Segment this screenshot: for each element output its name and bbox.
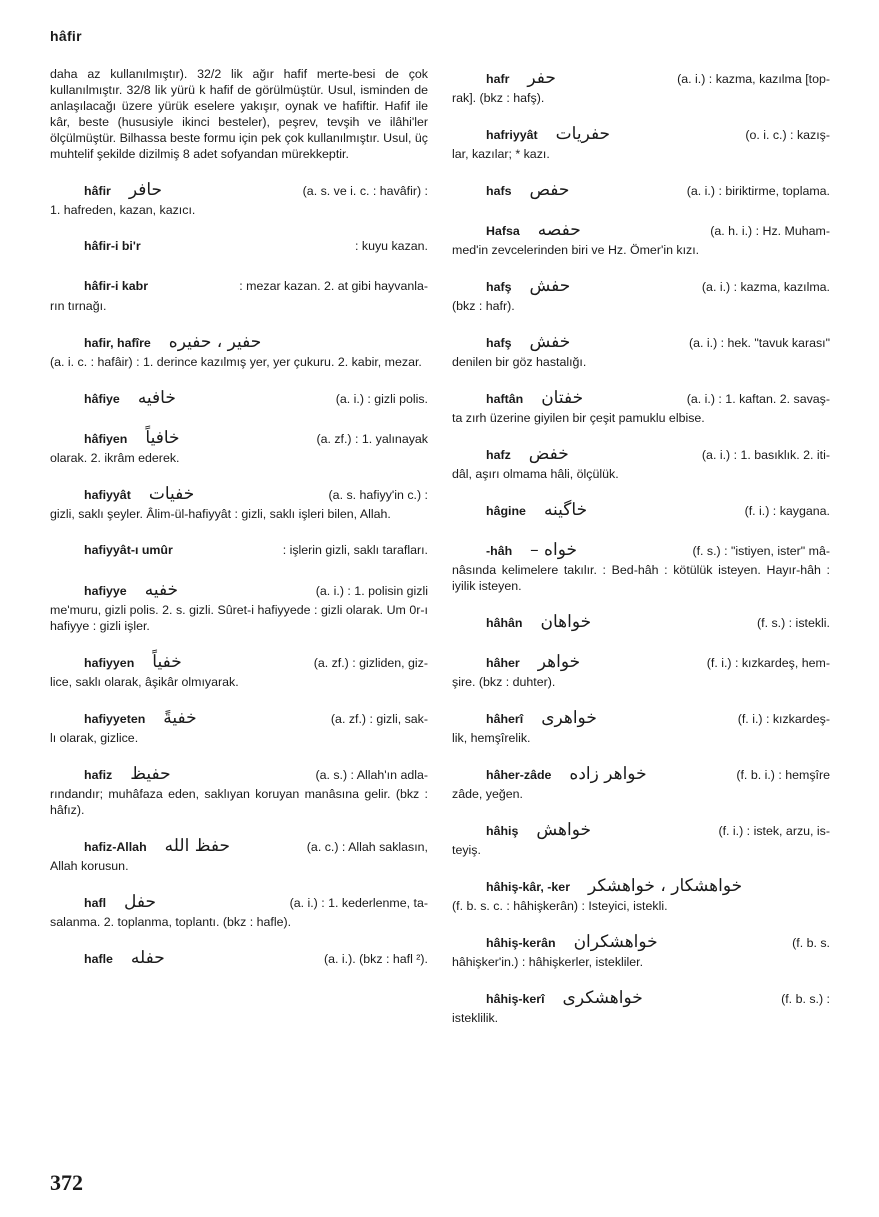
headword: hafr (486, 72, 510, 86)
dictionary-entry (50, 762, 428, 818)
headword: hafş (486, 336, 512, 350)
arabic-script: خواهر (537, 652, 581, 672)
definition-text: gizli, saklı şeyler. Âlim-ül-hafiyyât : gizli, saklı işleri bilen, Allah. (50, 507, 391, 521)
dictionary-entry (452, 498, 830, 522)
entry-head (50, 426, 428, 450)
definition-text: lı olarak, gizlice. (50, 731, 139, 745)
headword: hafiyyeten (84, 712, 146, 726)
arabic-script: حافر (128, 180, 163, 200)
grammar-definition: (f. i.) : kızkardeş- (737, 712, 830, 726)
headword: hafiyyât-ı umûr (84, 543, 173, 557)
entry-head (50, 330, 428, 354)
headword: hafriyyât (486, 128, 538, 142)
grammar-definition: (a. s. hafiyy'in c.) : (328, 488, 428, 502)
headword: hâhiş-kerân (486, 936, 556, 950)
entry-head (50, 762, 428, 786)
page-number: 372 (50, 1170, 83, 1195)
right-entry-list (452, 66, 830, 1026)
headword: hafiyye (84, 584, 127, 598)
dictionary-entry (50, 946, 428, 970)
arabic-script: حفير ، حفيره (168, 332, 262, 352)
definition-text: Allah korusun. (50, 859, 129, 873)
arabic-script: خواهشكرى (562, 988, 643, 1008)
headword: hafiz-Allah (84, 840, 147, 854)
entry-head (50, 890, 428, 914)
grammar-definition: (a. c.) : Allah saklasın, (306, 840, 428, 854)
entry-head (50, 482, 428, 506)
entry-head (452, 442, 830, 466)
arabic-script: حفظ الله (164, 836, 230, 856)
left-intro-paragraph: daha az kullanılmıştır). 32/2 lik ağır hafif merte-besi de çok kullanılmıştır. 32/8 lik yürü k hafif de görülmüştür. Usul, isminden de anlaşılacağı üzere yürük eselere yakışır, oynak ve hafiftir. Hafif ile kâr, beste (hususiyle ikinci besteler), peşrev, tevşih ve ilâhi'ler ölçülmüştür. Bilhassa beste formu için pek çok kullanılmıştır. Usul, üç muhtelif şekilde dizilmiş 8 adet sofyandan mürekkeptir. (50, 67, 428, 161)
entry-head (452, 538, 830, 562)
dictionary-entry (452, 66, 830, 106)
arabic-script: حفيظ (130, 764, 171, 784)
arabic-script: خفض (528, 444, 569, 464)
dictionary-entry (50, 426, 428, 466)
headword: hâhiş-kâr, -ker (486, 880, 571, 894)
grammar-definition: (a. zf.) : gizliden, giz- (313, 656, 428, 670)
arabic-script: حفله (130, 948, 165, 968)
entry-head (452, 218, 830, 242)
entry-head (452, 650, 830, 674)
dictionary-entry (50, 578, 428, 634)
entry-head (452, 818, 830, 842)
entry-head (50, 946, 428, 970)
dictionary-entry (452, 178, 830, 202)
grammar-definition: : kuyu kazan. (354, 239, 428, 253)
arabic-script: حفص (529, 180, 570, 200)
definition-text: olarak. 2. ikrâm ederek. (50, 451, 180, 465)
grammar-definition: (f. i.) : kaygana. (744, 504, 830, 518)
dictionary-entry (452, 386, 830, 426)
definition-text: (a. i. c. : hafâir) : 1. derince kazılmış yer, yer çukuru. 2. kabir, mezar. (50, 355, 422, 369)
definition-text: ta zırh üzerine giyilen bir çeşit pamuklu elbise. (452, 411, 705, 425)
arabic-script: حفريات (555, 124, 611, 144)
definition-text: 1. hafreden, kazan, kazıcı. (50, 203, 196, 217)
headword: hafir, hafîre (84, 336, 151, 350)
headword: hâfir-i bi'r (84, 239, 141, 253)
definition-text: şire. (bkz : duhter). (452, 675, 556, 689)
entry-head (452, 178, 830, 202)
dictionary-entry (50, 538, 428, 562)
arabic-script: خواهشكار ، خواهشكر (588, 876, 743, 896)
grammar-definition: (a. i.) : 1. polisin gizli (315, 584, 428, 598)
dictionary-entry (452, 330, 830, 370)
entry-head (50, 706, 428, 730)
arabic-script: خفيات (148, 484, 195, 504)
headword: hâher (486, 656, 520, 670)
arabic-script: خافيه (137, 388, 176, 408)
arabic-script: حفش (529, 276, 571, 296)
headword: hâfiye (84, 392, 120, 406)
headword: hâgine (486, 504, 526, 518)
entry-head (452, 386, 830, 410)
entry-head (50, 234, 428, 258)
entry-head (452, 986, 830, 1010)
arabic-script: خواهر زاده (569, 764, 647, 784)
running-head: hâfir (50, 28, 82, 44)
grammar-definition: (a. i.) : hek. "tavuk karası" (688, 336, 830, 350)
dictionary-entry (452, 874, 830, 914)
arabic-script: حفصه (537, 220, 581, 240)
dictionary-entry (452, 930, 830, 970)
grammar-definition: : mezar kazan. 2. at gibi hayvanla- (239, 279, 428, 293)
definition-text: denilen bir göz hastalığı. (452, 355, 587, 369)
headword: hâfir (84, 184, 111, 198)
entry-head (50, 386, 428, 410)
grammar-definition: (a. s. ve i. c. : havâfir) : (302, 184, 428, 198)
entry-head (452, 930, 830, 954)
definition-text: (bkz : hafr). (452, 299, 515, 313)
grammar-definition: : işlerin gizli, saklı tarafları. (282, 543, 428, 557)
entry-head (452, 274, 830, 298)
definition-text: teyiş. (452, 843, 481, 857)
arabic-script: خفش (529, 332, 571, 352)
definition-text: lar, kazılar; * kazı. (452, 147, 550, 161)
arabic-script: خفتان (541, 388, 584, 408)
dictionary-entry (452, 274, 830, 314)
grammar-definition: (a. i.) : gizli polis. (335, 392, 428, 406)
arabic-script: خواهری (541, 708, 597, 728)
headword: hafl (84, 896, 107, 910)
grammar-definition: (f. s.) : "istiyen, ister" mâ- (692, 544, 830, 558)
arabic-script: خفيه (144, 580, 179, 600)
entry-head (452, 706, 830, 730)
headword: hafiyyen (84, 656, 135, 670)
dictionary-entry (50, 482, 428, 522)
definition-text: salanma. 2. toplanma, toplantı. (bkz : hafle). (50, 915, 292, 929)
headword: hâhiş-kerî (486, 992, 545, 1006)
grammar-definition: (a. i.). (bkz : hafl ²). (324, 952, 428, 966)
headword: hafş (486, 280, 512, 294)
definition-text: lice, saklı olarak, âşikâr olmıyarak. (50, 675, 239, 689)
dictionary-entry (452, 610, 830, 634)
dictionary-entry (50, 330, 428, 370)
headword: hâfiyen (84, 432, 128, 446)
arabic-script: خواهان (540, 612, 592, 632)
dictionary-entry (50, 386, 428, 410)
headword: hafiz (84, 768, 113, 782)
entry-head (452, 762, 830, 786)
grammar-definition: (a. s.) : Allah'ın adla- (315, 768, 428, 782)
dictionary-entry (50, 178, 428, 218)
dictionary-entry (50, 274, 428, 314)
grammar-definition: (a. i.) : 1. kaftan. 2. savaş- (686, 392, 830, 406)
entry-head (452, 874, 830, 898)
headword: haftân (486, 392, 524, 406)
arabic-script: خواه – (530, 540, 577, 560)
dictionary-entry (50, 890, 428, 930)
grammar-definition: (a. i.) : 1. kederlenme, ta- (289, 896, 428, 910)
entry-head (50, 538, 428, 562)
left-column (50, 66, 428, 986)
grammar-definition: (f. b. s. (792, 936, 830, 950)
arabic-script: خفيةً (163, 708, 197, 728)
headword: hâher-zâde (486, 768, 552, 782)
dictionary-entry (452, 538, 830, 594)
definition-text: med'in zevcelerinden biri ve Hz. Ömer'in kızı. (452, 243, 700, 257)
entry-head (452, 66, 830, 90)
grammar-definition: (o. i. c.) : kazış- (745, 128, 830, 142)
entry-head (50, 274, 428, 298)
grammar-definition: (f. i.) : kızkardeş, hem- (706, 656, 830, 670)
dictionary-entry (452, 706, 830, 746)
headword: hâfir-i kabr (84, 279, 149, 293)
grammar-definition: (a. zf.) : 1. yalınayak (316, 432, 428, 446)
arabic-script: حفل (124, 892, 157, 912)
grammar-definition: (f. s.) : istekli. (757, 616, 830, 630)
definition-text: nâsında kelimelere takılır. : Bed-hâh : kötülük isteyen. Hayır-hâh : iyilik isteyen. (452, 563, 830, 593)
dictionary-entry (50, 706, 428, 746)
dictionary-entry (452, 122, 830, 162)
arabic-script: حفر (527, 68, 556, 88)
dictionary-entry (452, 986, 830, 1026)
headword: hafs (486, 184, 512, 198)
grammar-definition: (a. h. i.) : Hz. Muham- (710, 224, 830, 238)
dictionary-entry (452, 818, 830, 858)
dictionary-entry (452, 218, 830, 258)
entry-head (50, 578, 428, 602)
headword: hâherî (486, 712, 524, 726)
headword: Hafsa (486, 224, 520, 238)
grammar-definition: (a. zf.) : gizli, sak- (330, 712, 428, 726)
arabic-script: خواهشكران (573, 932, 658, 952)
entry-head (452, 330, 830, 354)
definition-text: zâde, yeğen. (452, 787, 523, 801)
definition-text: lik, hemşîrelik. (452, 731, 531, 745)
headword: hâhân (486, 616, 523, 630)
headword: hafiyyât (84, 488, 131, 502)
left-entry-list (50, 178, 428, 970)
headword: hâhiş (486, 824, 519, 838)
definition-text: dâl, aşırı olmama hâli, ölçülük. (452, 467, 619, 481)
entry-head (50, 650, 428, 674)
headword: hafz (486, 448, 511, 462)
definition-text: (f. b. s. c. : hâhişkerân) : Isteyici, istekli. (452, 899, 668, 913)
headword: hafle (84, 952, 113, 966)
arabic-script: خاگینه (543, 500, 588, 520)
arabic-script: خواهش (536, 820, 592, 840)
definition-text: me'muru, gizli polis. 2. s. gizli. Sûret-i hafiyyede : gizli olarak. Um 0r-ı hafiyye : gizli işler. (50, 603, 428, 633)
right-column (452, 66, 830, 1042)
entry-head (452, 498, 830, 522)
definition-text: rın tırnağı. (50, 299, 107, 313)
entry-head (452, 122, 830, 146)
definition-text: rındandır; muhâfaza eden, saklıyan koruyan manâsına gelir. (bkz : hâfız). (50, 787, 428, 817)
headword: -hâh (486, 544, 513, 558)
definition-text: rak]. (bkz : hafş). (452, 91, 545, 105)
entry-head (50, 178, 428, 202)
dictionary-entry (50, 234, 428, 258)
entry-head (50, 834, 428, 858)
grammar-definition: (a. i.) : 1. basıklık. 2. iti- (701, 448, 830, 462)
dictionary-entry (50, 834, 428, 874)
arabic-script: خفياً (152, 652, 182, 672)
grammar-definition: (f. b. i.) : hemşîre (736, 768, 830, 782)
dictionary-entry (50, 650, 428, 690)
dictionary-entry (452, 442, 830, 482)
arabic-script: خافياً (145, 428, 180, 448)
entry-head (452, 610, 830, 634)
grammar-definition: (a. i.) : biriktirme, toplama. (686, 184, 830, 198)
grammar-definition: (f. i.) : istek, arzu, is- (718, 824, 830, 838)
dictionary-entry (452, 762, 830, 802)
dictionary-entry (452, 650, 830, 690)
definition-text: hâhişker'in.) : hâhişkerler, istekliler. (452, 955, 644, 969)
grammar-definition: (f. b. s.) : (781, 992, 830, 1006)
grammar-definition: (a. i.) : kazma, kazılma. (701, 280, 830, 294)
definition-text: isteklilik. (452, 1011, 499, 1025)
grammar-definition: (a. i.) : kazma, kazılma [top- (677, 72, 830, 86)
